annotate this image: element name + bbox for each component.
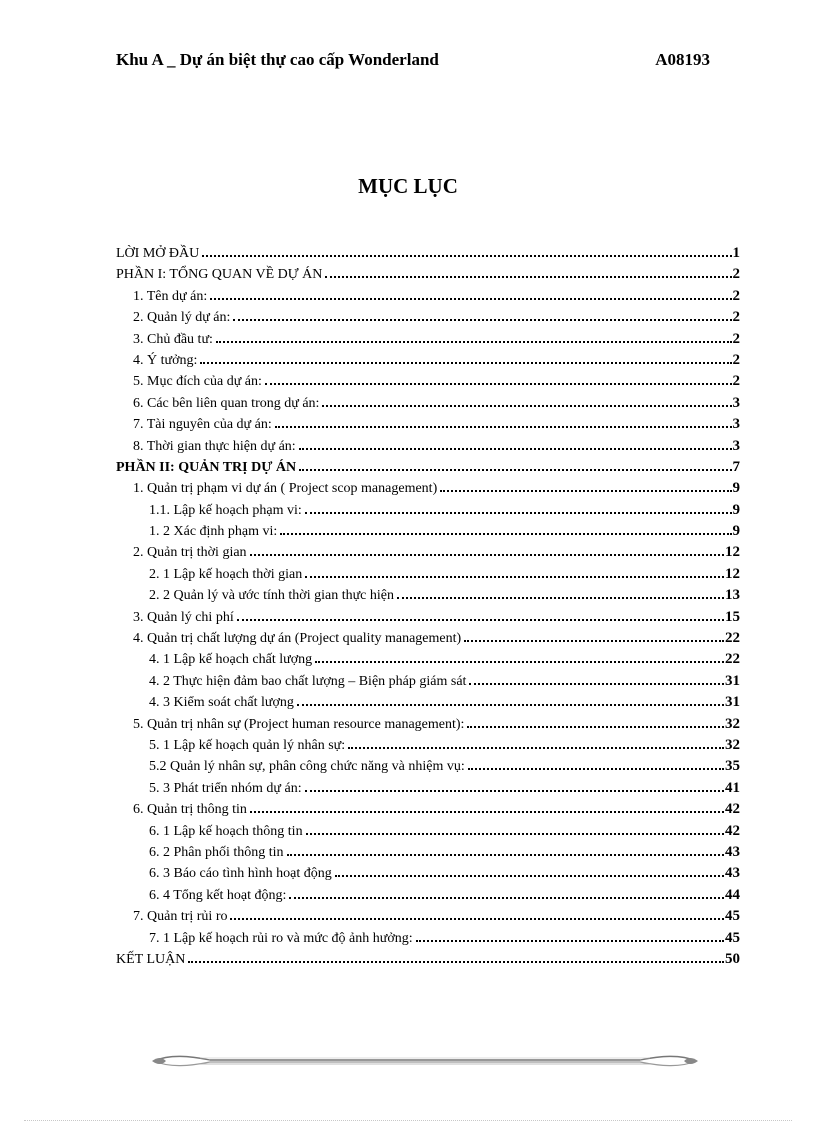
toc-entry-title: LỜI MỞ ĐẦU — [116, 246, 200, 261]
toc-dot-leader — [250, 554, 724, 556]
toc-entry[interactable] — [116, 673, 740, 694]
toc-entry[interactable] — [116, 737, 740, 758]
toc-dot-leader — [464, 640, 724, 642]
toc-dot-leader — [306, 833, 724, 835]
toc-entry[interactable] — [116, 694, 740, 715]
toc-page-number: 43 — [725, 865, 740, 882]
toc-entry-title: 2. 1 Lập kế hoạch thời gian — [149, 566, 303, 582]
toc-dot-leader — [315, 661, 724, 663]
toc-page-number: 9 — [732, 523, 740, 540]
toc-dot-leader — [468, 768, 724, 770]
toc-entry[interactable] — [116, 780, 740, 801]
toc-entry[interactable] — [116, 502, 740, 523]
toc-page-number: 35 — [725, 758, 740, 775]
toc-dot-leader — [440, 490, 731, 492]
toc-page-number: 2 — [732, 330, 740, 347]
table-of-contents — [116, 245, 740, 972]
toc-entry-title: 6. 4 Tổng kết hoạt động: — [149, 887, 287, 903]
toc-page-number: 22 — [725, 651, 740, 668]
toc-page-number: 22 — [725, 630, 740, 647]
toc-dot-leader — [200, 362, 731, 364]
toc-entry-title: 6. Quản trị thông tin — [133, 802, 247, 818]
toc-entry-title: KẾT LUẬN — [116, 951, 186, 967]
toc-entry-title: 1. Tên dự án: — [133, 288, 208, 304]
toc-entry-title: 7. Quản trị rủi ro — [133, 909, 228, 925]
toc-page-number: 9 — [732, 480, 740, 497]
toc-page-number: 44 — [725, 886, 740, 903]
toc-page-number: 2 — [732, 373, 740, 390]
toc-entry[interactable] — [116, 288, 740, 309]
toc-entry-title: 2. Quản lý dự án: — [133, 310, 231, 326]
toc-dot-leader — [188, 961, 724, 963]
toc-dot-leader — [216, 341, 732, 343]
toc-page-number: 13 — [725, 587, 740, 604]
toc-dot-leader — [289, 897, 724, 899]
toc-page-number: 42 — [725, 822, 740, 839]
toc-entry-title: 5. Quản trị nhân sự (Project human resource management): — [133, 716, 465, 732]
toc-page-number: 32 — [725, 715, 740, 732]
page-footer-line — [24, 1120, 792, 1121]
toc-dot-leader — [299, 448, 732, 450]
page-title: MỤC LỤC — [358, 174, 458, 198]
decorative-divider-ornament — [150, 1050, 700, 1072]
toc-entry-title: 7. Tài nguyên của dự án: — [133, 417, 272, 433]
toc-entry[interactable] — [116, 887, 740, 908]
toc-entry[interactable] — [116, 373, 740, 394]
toc-dot-leader — [287, 854, 724, 856]
toc-entry[interactable] — [116, 844, 740, 865]
toc-entry[interactable] — [116, 331, 740, 352]
toc-dot-leader — [305, 790, 724, 792]
toc-dot-leader — [325, 276, 731, 278]
toc-dot-leader — [275, 426, 732, 428]
toc-dot-leader — [233, 319, 731, 321]
toc-entry-title: 4. 1 Lập kế hoạch chất lượng — [149, 652, 313, 668]
toc-entry[interactable] — [116, 309, 740, 330]
toc-entry[interactable] — [116, 480, 740, 501]
toc-entry-title: 3. Quản lý chi phí — [133, 609, 234, 625]
toc-page-number: 2 — [732, 309, 740, 326]
toc-dot-leader — [202, 255, 731, 257]
document-code: A08193 — [655, 50, 710, 69]
toc-entry[interactable] — [116, 566, 740, 587]
toc-entry-title: 6. 1 Lập kế hoạch thông tin — [149, 823, 303, 839]
toc-entry[interactable] — [116, 758, 740, 779]
toc-entry[interactable] — [116, 416, 740, 437]
toc-entry[interactable] — [116, 951, 740, 972]
toc-entry[interactable] — [116, 395, 740, 416]
toc-dot-leader — [210, 298, 731, 300]
toc-entry-title: 6. Các bên liên quan trong dự án: — [133, 395, 320, 411]
toc-page-number: 43 — [725, 843, 740, 860]
toc-entry-title: 5. 3 Phát triển nhóm dự án: — [149, 780, 302, 796]
toc-entry-title: 6. 3 Báo cáo tình hình hoạt động — [149, 866, 332, 882]
toc-dot-leader — [305, 512, 732, 514]
toc-entry[interactable] — [116, 908, 740, 929]
toc-entry[interactable] — [116, 716, 740, 737]
toc-dot-leader — [250, 811, 724, 813]
toc-entry-title: 6. 2 Phân phối thông tin — [149, 844, 284, 860]
toc-page-number: 42 — [725, 801, 740, 818]
toc-entry-title: 1.1. Lập kế hoạch phạm vi: — [149, 502, 302, 518]
toc-page-number: 15 — [725, 608, 740, 625]
toc-entry-title: 2. Quản trị thời gian — [133, 545, 247, 561]
toc-dot-leader — [297, 704, 724, 706]
toc-page-number: 31 — [725, 694, 740, 711]
toc-entry[interactable] — [116, 544, 740, 565]
toc-entry-title: 4. Quản trị chất lượng dự án (Project quality management) — [133, 631, 462, 647]
toc-entry[interactable] — [116, 651, 740, 672]
toc-page-number: 7 — [732, 458, 740, 475]
toc-dot-leader — [299, 469, 731, 471]
toc-dot-leader — [280, 533, 731, 535]
toc-entry-title: 3. Chủ đầu tư: — [133, 331, 213, 347]
toc-entry-title: PHẦN II: QUẢN TRỊ DỰ ÁN — [116, 459, 297, 475]
toc-entry[interactable] — [116, 352, 740, 373]
toc-dot-leader — [416, 940, 724, 942]
toc-page-number: 12 — [725, 565, 740, 582]
toc-entry[interactable] — [116, 438, 740, 459]
toc-dot-leader — [322, 405, 731, 407]
toc-page-number: 2 — [732, 266, 740, 283]
toc-entry[interactable] — [116, 865, 740, 886]
toc-entry[interactable] — [116, 630, 740, 651]
toc-entry[interactable] — [116, 459, 740, 480]
toc-page-number: 32 — [725, 736, 740, 753]
toc-entry-title: PHẦN I: TỔNG QUAN VỀ DỰ ÁN — [116, 267, 323, 283]
toc-entry-title: 2. 2 Quản lý và ước tính thời gian thực hiện — [149, 588, 394, 604]
toc-dot-leader — [348, 747, 724, 749]
toc-page-number: 9 — [732, 501, 740, 518]
toc-dot-leader — [265, 383, 732, 385]
toc-dot-leader — [335, 875, 724, 877]
toc-entry-title: 5. 1 Lập kế hoạch quản lý nhân sự: — [149, 737, 346, 753]
toc-page-number: 50 — [725, 950, 740, 967]
toc-page-number: 45 — [725, 908, 740, 925]
toc-page-number: 12 — [725, 544, 740, 561]
toc-page-number: 45 — [725, 929, 740, 946]
toc-entry-title: 7. 1 Lập kế hoạch rủi ro và mức độ ảnh hưởng: — [149, 930, 413, 946]
toc-dot-leader — [467, 726, 724, 728]
toc-entry[interactable] — [116, 930, 740, 951]
toc-entry-title: 5.2 Quản lý nhân sự, phân công chức năng và nhiệm vụ: — [149, 759, 465, 775]
toc-entry-title: 4. 3 Kiểm soát chất lượng — [149, 695, 294, 711]
toc-page-number: 3 — [732, 394, 740, 411]
toc-page-number: 3 — [732, 416, 740, 433]
toc-entry[interactable] — [116, 823, 740, 844]
toc-entry-title: 4. 2 Thực hiện đảm bao chất lượng – Biện pháp giám sát — [149, 673, 467, 689]
toc-entry-title: 5. Mục đích của dự án: — [133, 374, 262, 390]
toc-entry[interactable] — [116, 587, 740, 608]
toc-entry[interactable] — [116, 266, 740, 287]
toc-page-number: 2 — [732, 287, 740, 304]
toc-dot-leader — [397, 597, 724, 599]
toc-entry[interactable] — [116, 523, 740, 544]
toc-page-number: 3 — [732, 437, 740, 454]
toc-page-number: 1 — [732, 245, 740, 261]
toc-page-number: 31 — [725, 672, 740, 689]
toc-entry-title: 8. Thời gian thực hiện dự án: — [133, 438, 296, 454]
toc-entry-title: 1. Quản trị phạm vi dự án ( Project scop management) — [133, 481, 438, 497]
toc-dot-leader — [305, 576, 724, 578]
toc-dot-leader — [469, 683, 724, 685]
toc-entry[interactable] — [116, 609, 740, 630]
toc-dot-leader — [237, 619, 724, 621]
header-title: Khu A _ Dự án biệt thự cao cấp Wonderland — [116, 50, 439, 69]
toc-page-number: 2 — [732, 351, 740, 368]
toc-entry[interactable] — [116, 801, 740, 822]
page-header — [116, 50, 710, 70]
toc-dot-leader — [230, 918, 724, 920]
toc-entry-title: 1. 2 Xác định phạm vi: — [149, 524, 278, 540]
toc-entry-title: 4. Ý tưởng: — [133, 352, 198, 368]
toc-entry[interactable] — [116, 245, 740, 266]
toc-page-number: 41 — [725, 779, 740, 796]
